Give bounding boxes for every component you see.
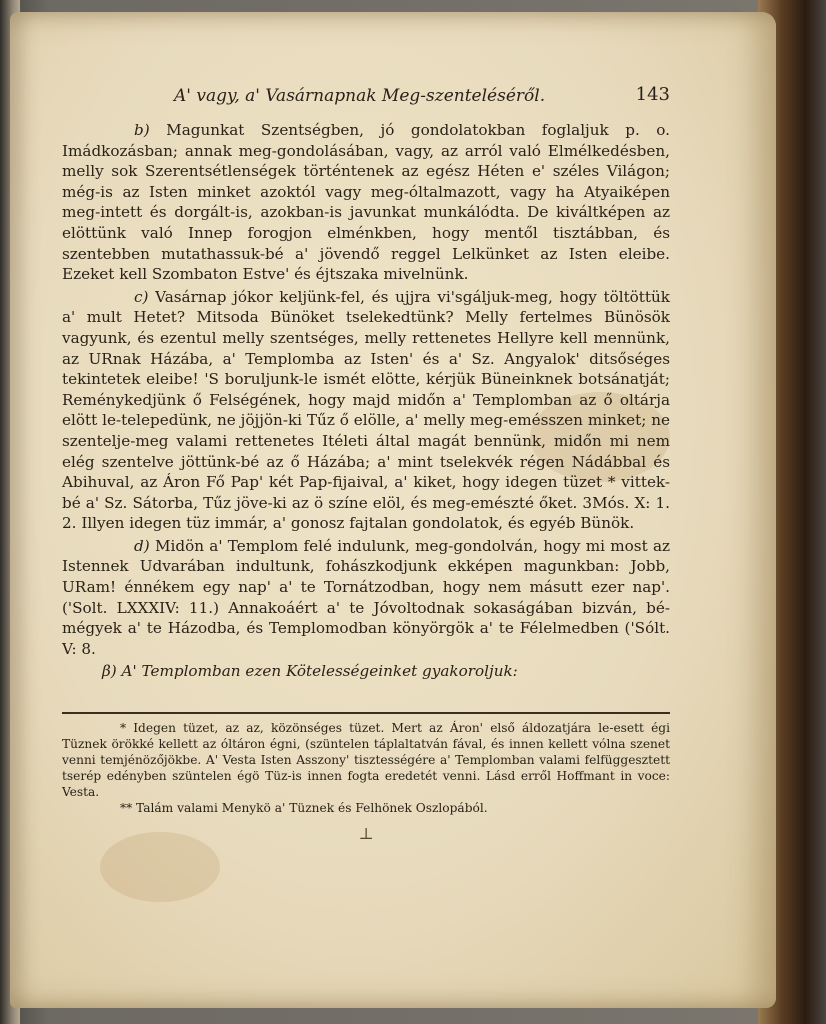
page-number: 143 <box>635 84 670 105</box>
running-title: A' vagy, a' Vasárnapnak Meg-szenteléséről. <box>174 86 546 106</box>
paragraph-d <box>62 536 670 660</box>
footnote: * Idegen tüzet, az az, közönséges tüzet. Mert az Áron' első áldozatjára le-esett égi Tüznek örökké kellett az óltáron égni, (szüntelen táplaltatván fával, és innen kellett vólna szenet venni temjénözőjökbe. A' Vesta Isten Asszony' tisztességére a' Templomban valami felfüggesztett tserép edényben szüntelen égö Tüz-is innen fogta eredetét venni. Lásd erről Hoffmant in voce: Vesta. <box>62 721 670 800</box>
footnote: ** Talám valami Menykö a' Tüznek és Felhönek Oszlopából. <box>120 801 488 816</box>
paragraph-text: A' Templomban ezen Kötelességeinket gyakoroljuk: <box>121 662 518 681</box>
paragraph-marker: d) <box>134 536 150 555</box>
paragraph-marker: β) <box>102 662 117 681</box>
main-text <box>62 120 670 682</box>
paragraph-text: Magunkat Szentségben, jó gondolatokban foglaljuk p. o. Imádkozásban; annak meg-gondolásában, vagy, az arról való Elmélkedésben, melly sok Szerentsétlenségek történtenek az egész Héten e' széles Világon; még-is az Isten minket azoktól vagy meg-óltalmazott, vagy ha Atyaiképen meg-intett és dorgált-is, azokban-is javunkat munkálódta. De kiváltképen az elöttünk való Innep forogjon elménkben, hogy mentől tisztábban, és szentebben mutathassuk-bé a' jövendő reggel Lelkünket az Isten eleibe. Ezeket kell Szombaton Estve' és éjtszaka mivelnünk. <box>62 121 670 284</box>
paragraph-marker: b) <box>134 121 150 139</box>
paragraph-b <box>62 120 670 285</box>
running-header <box>62 84 670 112</box>
book-page <box>10 12 776 1008</box>
page-ornament: ⊥ <box>358 824 374 844</box>
paragraph-marker: c) <box>134 287 149 306</box>
paragraph-beta <box>62 661 670 682</box>
paragraph-c <box>62 287 670 534</box>
footnote-divider <box>62 712 670 714</box>
paragraph-text: Midön a' Templom felé indulunk, meg-gondolván, hogy mi most az Istennek Udvarában indultunk, fohászkodjunk ekképen magunkban: Jobb, URam! énnékem egy nap' a' te Tornátzodban, hogy nem másutt ezer nap'. ('Solt. LXXXIV: 11.) Annakoáért a' te Jóvoltodnak sokaságában bizván, bé-mégyek a' te Házodba, és Templomodban könyörgök a' te Félelmedben ('Sólt. V: 8. <box>62 536 671 658</box>
page-content <box>62 84 670 843</box>
paragraph-text: Vasárnap jókor keljünk-fel, és ujjra vi'sgáljuk-meg, hogy töltöttük a' mult Hetet? Mitsoda Bünöket tselekedtünk? Melly fertelmes Bünösök vagyunk, és ezentul melly szentséges, melly rettenetes Hellyre kell mennünk, az URnak Házába, a' Templomba az Isten' és a' Sz. Angyalok' ditsőséges tekintetek eleibe! 'S boruljunk-le ismét elötte, kérjük Büneinknek botsánatját; Reménykedjünk ő Felségének, hogy majd midőn a' Templomban az ő oltárja elött le-telepedünk, ne jöjjön-ki Tűz ő elölle, a' melly meg-emésszen minket; ne szentelje-meg valami rettenetes Itéleti által magát bennünk, midőn mi nem elég szentelve jöttünk-bé az ő Házába; a' mint tselekvék régen Nádábbal és Abihuval, az Áron Fő Pap' két Pap-fijaival, a' kiket, hogy idegen tüzet * vittek-bé a' Sz. Sátorba, Tűz jöve-ki az ö színe elöl, és meg-emészté őket. 3Mós. X: 1. 2. Illyen idegen tüz immár, a' gonosz fajtalan gondolatok, és egyéb Bünök. <box>62 287 671 533</box>
footnotes <box>62 720 670 816</box>
